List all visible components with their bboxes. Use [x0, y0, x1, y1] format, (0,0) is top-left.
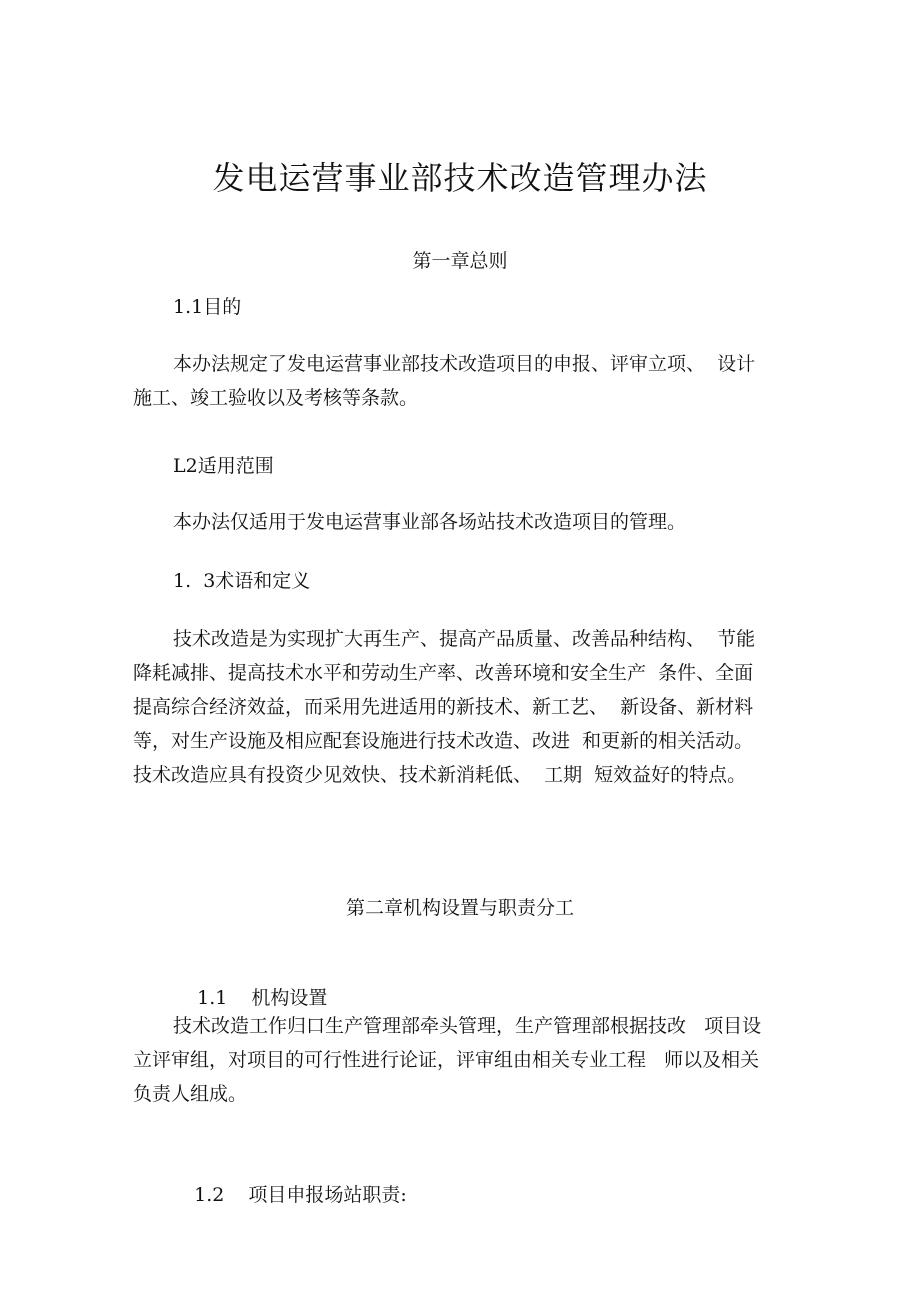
- section-1-2-paragraph: [133, 505, 788, 539]
- section-title: 机构设置: [251, 987, 328, 1009]
- document-title: 发电运营事业部技术改造管理办法: [212, 159, 708, 197]
- section-number: 1.1: [197, 987, 228, 1009]
- paragraph-line: 本办法规定了发电运营事业部技术改造项目的申报、评审立项、 设计: [173, 353, 756, 375]
- section-1-3-heading: 1. 3术语和定义: [173, 570, 311, 592]
- section-1-1-heading: 1.1目的: [173, 296, 242, 318]
- paragraph-line: 提高综合经济效益，而采用先进适用的新技术、新工艺、 新设备、新材料: [133, 696, 754, 718]
- section-1-2-heading: L2适用范围: [173, 455, 274, 477]
- paragraph-line: 技术改造工作归口生产管理部牵头管理，生产管理部根据技改 项目设: [173, 1015, 762, 1037]
- section-1-1-paragraph: [133, 347, 788, 415]
- paragraph-line: 等，对生产设施及相应配套设施进行技术改造、改进 和更新的相关活动。: [133, 730, 754, 752]
- section-2-2-heading: [170, 1150, 407, 1240]
- paragraph-line: 施工、竣工验收以及考核等条款。: [133, 387, 419, 409]
- section-2-1-paragraph: [133, 1009, 788, 1111]
- paragraph-line: 降耗减排、提高技术水平和劳动生产率、改善环境和安全生产 条件、全面: [133, 662, 754, 684]
- paragraph-line: 技术改造是为实现扩大再生产、提高产品质量、改善品种结构、 节能: [173, 628, 756, 650]
- section-number: 1.2: [194, 1184, 225, 1206]
- paragraph-line: 负责人组成。: [133, 1083, 248, 1105]
- chapter-1-heading: 第一章总则: [412, 250, 508, 272]
- section-1-3-paragraph: [133, 622, 788, 792]
- paragraph-line: 立评审组，对项目的可行性进行论证，评审组由相关专业工程 师以及相关: [133, 1049, 760, 1071]
- chapter-2-heading: 第二章机构设置与职责分工: [345, 897, 574, 919]
- paragraph-line: 本办法仅适用于发电运营事业部各场站技术改造项目的管理。: [173, 511, 687, 533]
- section-title: 项目申报场站职责:: [248, 1184, 407, 1206]
- paragraph-line: 技术改造应具有投资少见效快、技术新消耗低、 工期 短效益好的特点。: [133, 764, 747, 786]
